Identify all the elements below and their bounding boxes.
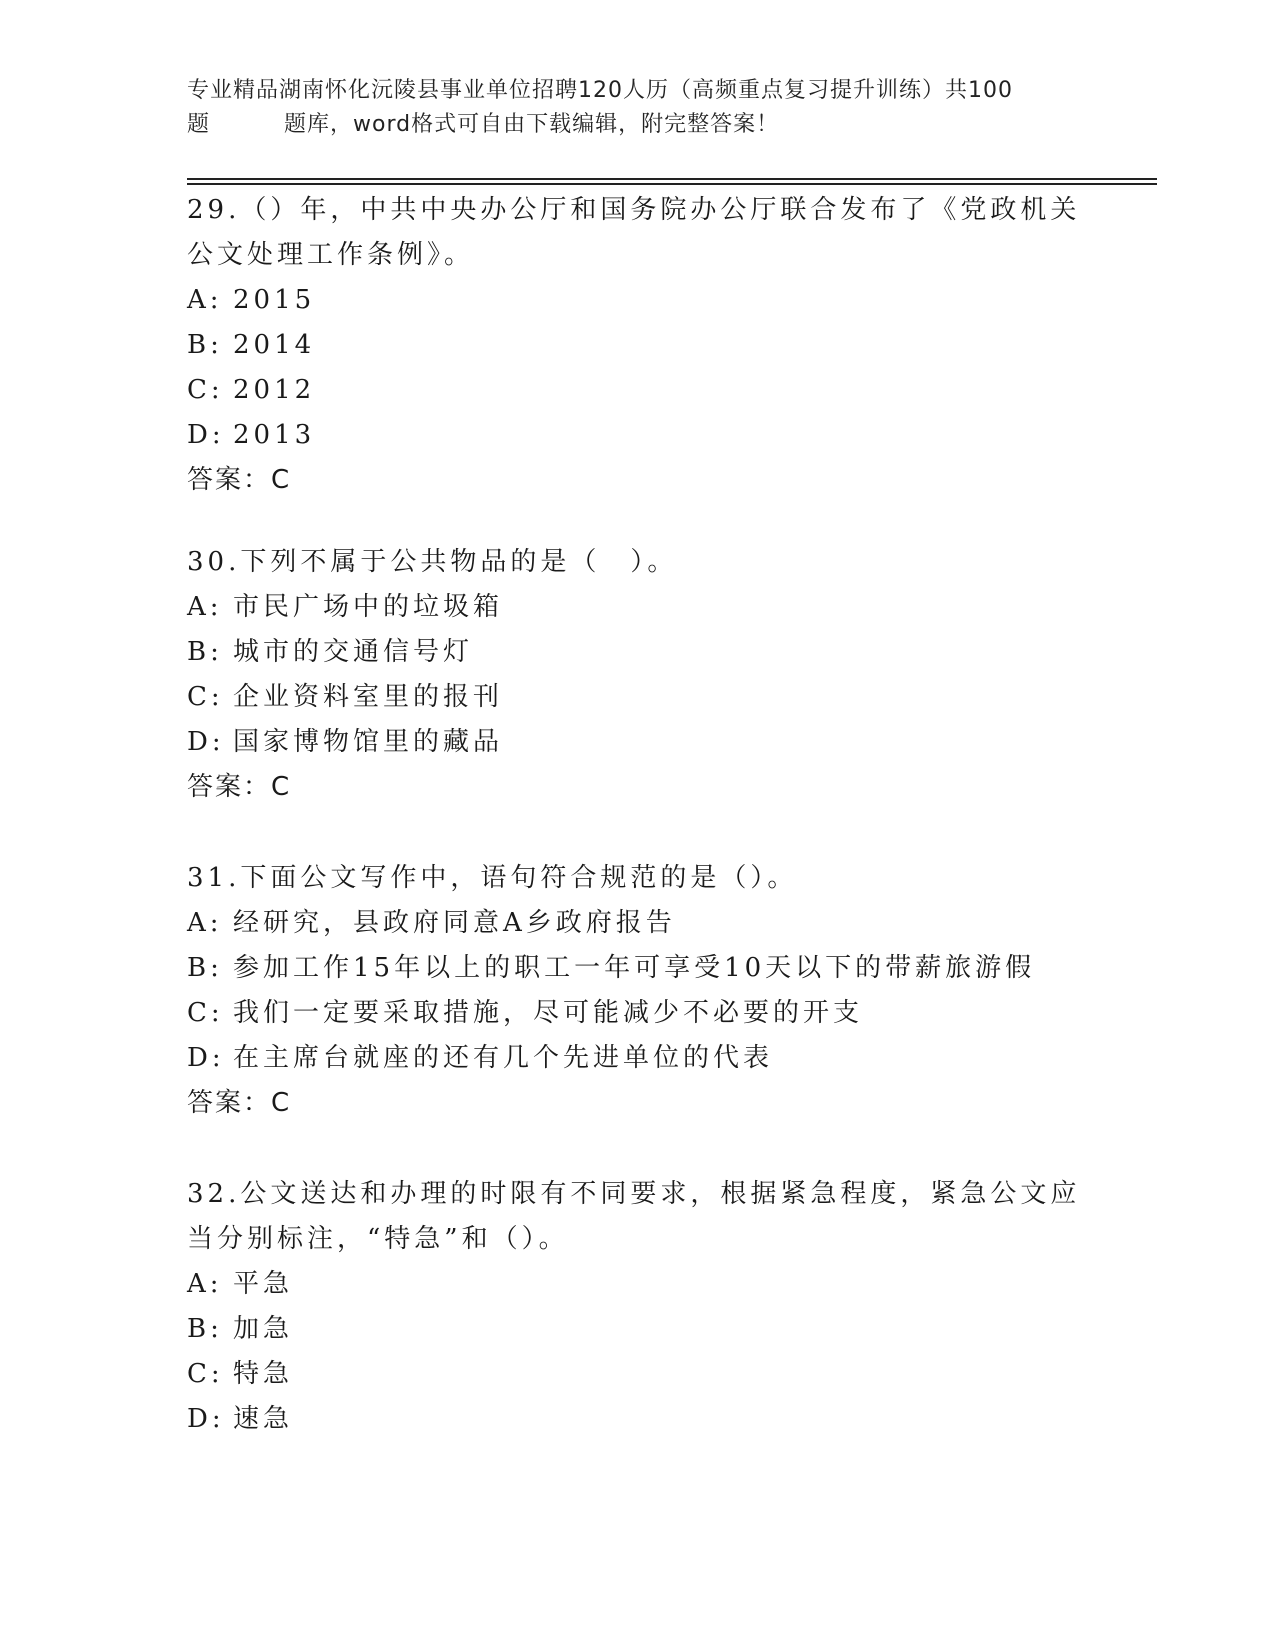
option-text: 平急 — [233, 1269, 294, 1299]
option-text: 速急 — [233, 1404, 294, 1434]
option-c — [187, 368, 1087, 413]
option-letter: B: — [187, 1314, 223, 1344]
question-32 — [187, 1172, 1087, 1442]
option-text: 特急 — [233, 1359, 294, 1389]
option-letter: A: — [187, 592, 223, 622]
option-text: 2013 — [233, 420, 316, 450]
question-stem: 31.下面公文写作中，语句符合规范的是（）。 — [187, 863, 798, 893]
option-d — [187, 413, 1087, 458]
document-header — [187, 74, 1087, 142]
option-letter: C: — [187, 1359, 224, 1389]
header-divider-bottom — [187, 183, 1157, 185]
option-text: 2015 — [233, 285, 316, 315]
option-b — [187, 946, 1087, 991]
option-letter: D: — [187, 1043, 225, 1073]
option-letter: D: — [187, 727, 225, 757]
question-30 — [187, 540, 1087, 810]
option-d — [187, 720, 1087, 765]
header-title-line2 — [187, 108, 1087, 142]
option-a — [187, 1262, 1087, 1307]
option-text: 国家博物馆里的藏品 — [233, 727, 504, 757]
option-text: 加急 — [233, 1314, 294, 1344]
option-d — [187, 1397, 1087, 1442]
option-letter: C: — [187, 682, 224, 712]
question-stem: 30.下列不属于公共物品的是（ ）。 — [187, 547, 678, 577]
option-letter: C: — [187, 998, 224, 1028]
option-c — [187, 991, 1087, 1036]
option-text: 城市的交通信号灯 — [233, 637, 474, 667]
answer-text: 答案：C — [187, 465, 292, 495]
option-a — [187, 585, 1087, 630]
option-text: 我们一定要采取措施，尽可能减少不必要的开支 — [233, 998, 864, 1028]
option-letter: B: — [187, 953, 223, 983]
option-letter: D: — [187, 420, 225, 450]
option-c — [187, 675, 1087, 720]
header-title-line2-start: 题 — [187, 112, 211, 137]
option-text: 经研究，县政府同意A乡政府报告 — [233, 908, 676, 938]
header-title-line1: 专业精品湖南怀化沅陵县事业单位招聘120人历（高频重点复习提升训练）共100 — [187, 78, 1013, 103]
option-b — [187, 1307, 1087, 1352]
option-a — [187, 901, 1087, 946]
question-stem: 32.公文送达和办理的时限有不同要求，根据紧急程度，紧急公文应当分别标注，“特急”和（）。 — [187, 1179, 1081, 1254]
option-text: 企业资料室里的报刊 — [233, 682, 504, 712]
answer-text: 答案：C — [187, 1088, 292, 1118]
option-letter: B: — [187, 330, 223, 360]
header-divider-top — [187, 178, 1157, 180]
option-text: 2012 — [233, 375, 316, 405]
option-text: 2014 — [233, 330, 316, 360]
option-text: 市民广场中的垃圾箱 — [233, 592, 504, 622]
option-letter: C: — [187, 375, 224, 405]
option-letter: A: — [187, 908, 223, 938]
option-b — [187, 630, 1087, 675]
option-letter: A: — [187, 285, 223, 315]
question-29 — [187, 188, 1087, 503]
option-a — [187, 278, 1087, 323]
question-31 — [187, 856, 1087, 1126]
option-letter: A: — [187, 1269, 223, 1299]
option-text: 参加工作15年以上的职工一年可享受10天以下的带薪旅游假 — [233, 953, 1036, 983]
option-b — [187, 323, 1087, 368]
option-letter: B: — [187, 637, 223, 667]
option-c — [187, 1352, 1087, 1397]
question-stem: 29.（）年，中共中央办公厅和国务院办公厅联合发布了《党政机关公文处理工作条例》。 — [187, 195, 1081, 270]
option-d — [187, 1036, 1087, 1081]
header-title-line2-rest: 题库，word格式可自由下载编辑，附完整答案！ — [284, 112, 780, 137]
option-letter: D: — [187, 1404, 225, 1434]
option-text: 在主席台就座的还有几个先进单位的代表 — [233, 1043, 774, 1073]
answer-text: 答案：C — [187, 772, 292, 802]
